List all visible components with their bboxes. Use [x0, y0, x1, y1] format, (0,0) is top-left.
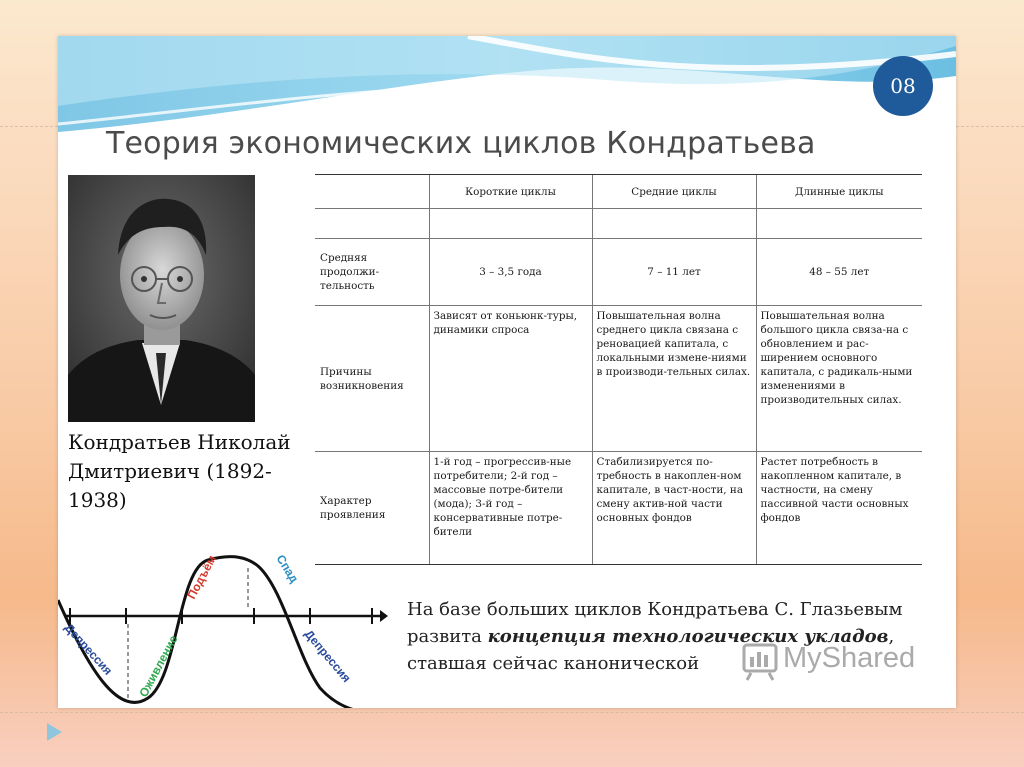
table-row-label: Средняя продолжи-тельность [315, 239, 429, 305]
watermark-logo [741, 638, 941, 684]
cycles-table [315, 174, 922, 565]
table-header-cell: Длинные циклы [756, 175, 922, 209]
wave-arrow [380, 610, 388, 622]
table-cell [756, 209, 922, 239]
wave-label-depression-left: Депрессия [61, 620, 116, 678]
portrait-caption: Кондратьев Николай Дмитриевич (1892-1938) [68, 430, 291, 512]
table-cell: 48 – 55 лет [756, 239, 922, 305]
table-cell [592, 209, 756, 239]
table-cell: 3 – 3,5 года [429, 239, 592, 305]
kondratiev-wave-diagram [58, 548, 388, 708]
wave-label-decline: Спад [273, 552, 302, 586]
wave-label-revival: Оживление [136, 632, 181, 700]
slide [58, 36, 956, 708]
table-row-label: Причины возникновения [315, 305, 429, 452]
footnote-part1: На базе больших циклов Кондратьева С. Глазьевым развита [407, 599, 903, 647]
table-row [315, 239, 922, 305]
watermark-icon [741, 642, 779, 682]
table-cell: 1-й год – прогрессив-ные потребители; 2-й год – массовые потре-бители (мода); 3-й год – консервативные потре-бители [429, 452, 592, 565]
table-header-row [315, 175, 922, 209]
table-row-label: Характер проявления [315, 452, 429, 565]
portrait-photo [68, 175, 255, 422]
table-spacer-row [315, 209, 922, 239]
wave-label-rise: Подъём [184, 552, 219, 602]
slide-number-badge: 08 [873, 56, 933, 116]
table-row [315, 305, 922, 452]
table-cell: Зависят от коньюнк-туры, динамики спроса [429, 305, 592, 452]
table-cell: 7 – 11 лет [592, 239, 756, 305]
wave-label-depression-right: Депрессия [301, 626, 354, 686]
wave-curve [58, 557, 383, 708]
table-header-cell: Средние циклы [592, 175, 756, 209]
watermark-text: MyShared [783, 642, 916, 674]
table-cell: Стабилизируется по-требность в накоплен-ном капитале, в част-ности, на смену актив-ной части основных фондов [592, 452, 756, 565]
table-row [315, 452, 922, 565]
table-cell: Растет потребность в накопленном капитале, в частности, на смену пассивной части основных фондов [756, 452, 922, 565]
bottom-dashed-line [0, 712, 1024, 713]
table-cell [315, 209, 429, 239]
table-cell: Повышательная волна большого цикла связа-на с обновлением и рас-ширением основного капитала, с радикаль-ными изменениями в производительных силах. [756, 305, 922, 452]
next-slide-arrow-icon[interactable] [44, 722, 64, 742]
slide-title: Теория экономических циклов Кондратьева [106, 126, 816, 161]
table-cell [429, 209, 592, 239]
table-header-cell [315, 175, 429, 209]
footnote-emphasis: концепция технологических укладов [487, 626, 889, 647]
table-header-cell: Короткие циклы [429, 175, 592, 209]
table-cell: Повышательная волна среднего цикла связана с реновацией капитала, с локальными измене-ниями в производи-тельных силах. [592, 305, 756, 452]
footnote-part2: , ставшая сейчас канонической [407, 626, 895, 674]
